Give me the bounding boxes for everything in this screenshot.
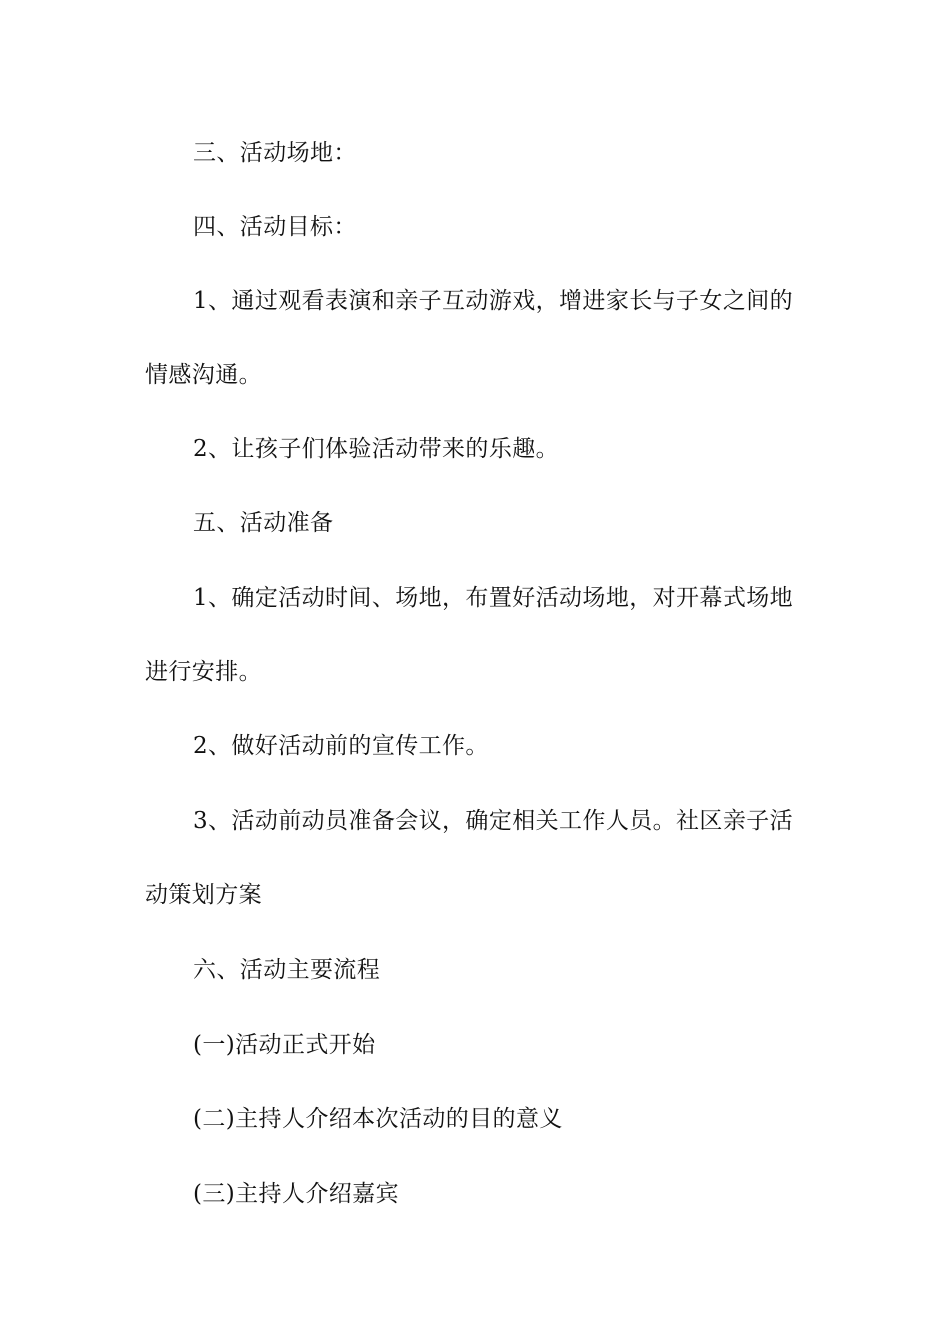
paragraph-line: 2、让孩子们体验活动带来的乐趣。 [193,436,560,462]
paragraph-line: 3、活动前动员准备会议，确定相关工作人员。社区亲子活 [193,808,794,834]
section-heading-process: 六、活动主要流程 [193,957,381,983]
list-item: (三)主持人介绍嘉宾 [193,1181,399,1207]
paragraph-line: 2、做好活动前的宣传工作。 [193,733,489,759]
paragraph-line: 1、通过观看表演和亲子互动游戏，增进家长与子女之间的 [193,288,794,314]
paragraph-line: 进行安排。 [145,659,262,685]
list-item: (一)活动正式开始 [193,1032,376,1058]
section-heading-preparation: 五、活动准备 [193,510,334,536]
section-heading-venue: 三、活动场地： [193,140,357,166]
paragraph-line: 1、确定活动时间、场地，布置好活动场地，对开幕式场地 [193,585,794,611]
paragraph-line: 情感沟通。 [145,362,262,388]
paragraph-line: 动策划方案 [145,882,262,908]
section-heading-goals: 四、活动目标： [193,214,357,240]
list-item: (二)主持人介绍本次活动的目的意义 [193,1106,563,1132]
